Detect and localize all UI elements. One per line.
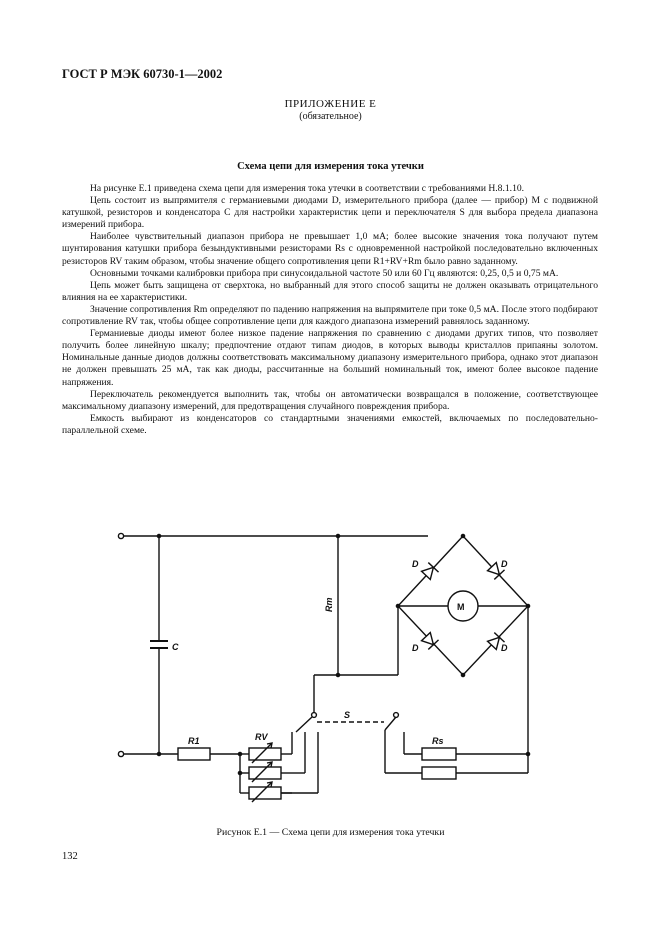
paragraph: Цепь может быть защищена от сверхтока, но выбранный для этого способ защиты не должен оказывать отрицательного влияния на ее характеристики. [62,279,598,303]
terminal-bottom [118,751,123,756]
body-text [62,183,598,437]
circuit-diagram [110,520,550,810]
page-number: 132 [62,851,78,862]
resistor-r1-label: R1 [188,736,200,746]
meter-resistance-label: Rm [324,597,334,612]
diode-label: D [501,559,508,569]
paragraph: Цепь состоит из выпрямителя с германиевыми диодами D, измерительного прибора (далее — прибор) M с подвижной катушкой, резисторов и конденсатора C для настройки характеристик цепи и переключателя S для выбора предела диапазона измерений прибора. [62,195,598,231]
appendix-title: ПРИЛОЖЕНИЕ Е [284,98,377,110]
shunt-resistor [422,767,456,779]
paragraph: Переключатель рекомендуется выполнить так, чтобы он автоматически возвращался в положение, соответствующее максимальному диапазону измерений, для предотвращения случайного повреждения прибора. [62,388,598,412]
shunt-resistor [422,748,456,760]
diode-label: D [412,559,419,569]
paragraph: Основными точками калибровки прибора при синусоидальной частоте 50 или 60 Гц являются: 0,25, 0,5 и 0,75 мА. [90,267,559,279]
paragraph: Наиболее чувствительный диапазон прибора не превышает 1,0 мА; более высокие значения тока получают путем шунтирования катушки прибора безындуктивными резисторами Rs с одновременной настройкой последовательно включенных резисторов RV таким образом, чтобы значение общего сопротивления цепи R1+RV+Rm было равно заданному. [62,231,598,267]
document-header: ГОСТ Р МЭК 60730-1—2002 [62,67,223,81]
capacitor-label: C [172,642,179,652]
switch-blade-left [296,717,312,732]
section-title: Схема цепи для измерения тока утечки [237,161,424,172]
paragraph: На рисунке Е.1 приведена схема цепи для измерения тока утечки в соответствии с требованиями Н.8.1.10. [90,183,525,194]
switch-blade-right [385,717,396,730]
paragraph: Емкость выбирают из конденсаторов со стандартными значениями емкостей, включаемых по последовательно-параллельной схеме. [62,412,598,436]
shunt-resistor-label: Rs [432,736,444,746]
paragraph: Значение сопротивления Rm определяют по падению напряжения на выпрямителе при токе 0,5 мА. После этого подбирают сопротивление RV так, чтобы общее сопротивление цепи для каждого диапазона измерений равнялось заданному. [62,303,598,328]
terminal-top [118,533,123,538]
diode-label: D [501,643,508,653]
figure-caption: Рисунок Е.1 — Схема цепи для измерения тока утечки [216,827,445,838]
meter-label: M [457,602,465,612]
resistor-r1 [178,748,210,760]
variable-resistor-label: RV [255,732,268,742]
paragraph: Германиевые диоды имеют более низкое падение напряжения по сравнению с диодами других типов, что позволяет получить более линейную шкалу; предпочтение отдают типам диодов, в которых выводы кристаллов припаяны золотом. Номинальные данные диодов должны соответствовать максимальному диапазону измерительного прибора, однако этот диапазон не должен превышать 25 мА, так как диоды, рассчитанные на больший номинальный ток, имеют более высокое падение напряжения. [62,328,598,388]
switch-label: S [344,710,351,720]
diode-label: D [412,643,419,653]
appendix-subtitle: (обязательное) [299,111,362,122]
